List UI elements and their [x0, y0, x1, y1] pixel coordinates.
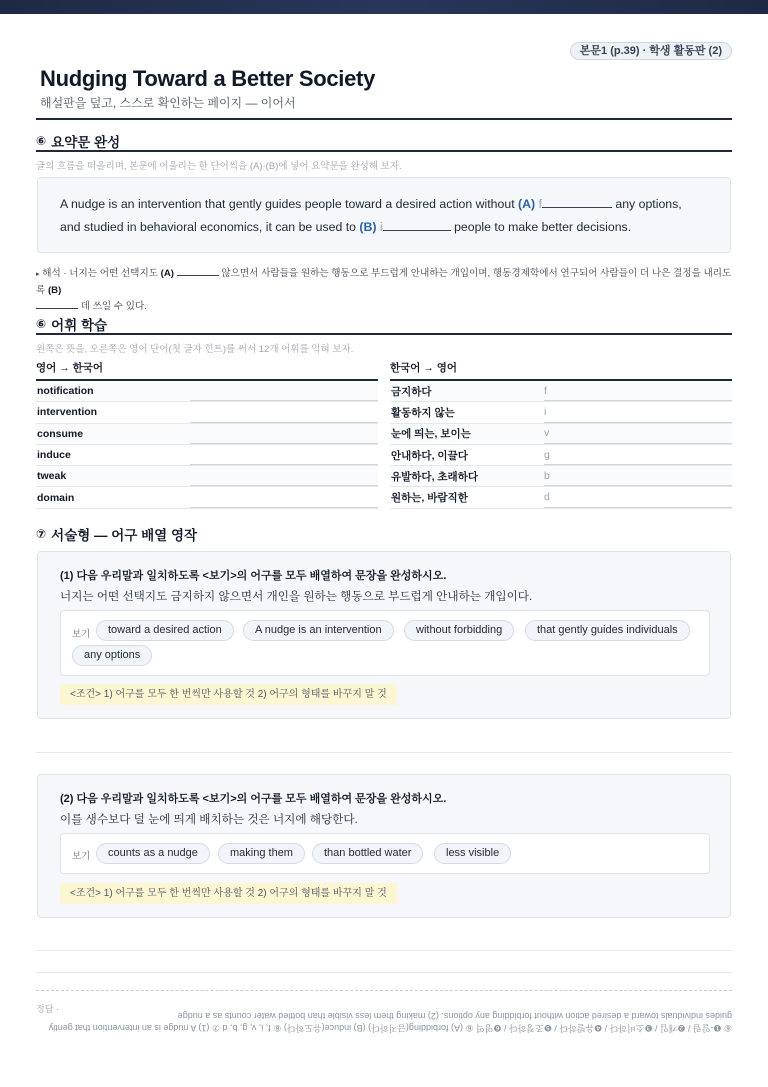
bogi-box — [60, 610, 710, 676]
page-title: Nudging Toward a Better Society — [40, 66, 375, 91]
summary-line-2: and studied in behavioral economics, it can be used to (B) i people to make better decisions. — [60, 220, 632, 234]
vocab-kor-eng-table — [390, 360, 732, 509]
section-number-icon: ⑥ — [36, 317, 47, 331]
section-number-icon: ⑥ — [36, 134, 47, 148]
section-divider — [36, 333, 732, 335]
top-banner — [0, 0, 768, 14]
answer-field[interactable] — [190, 445, 378, 465]
phrase-chip[interactable]: without forbidding — [404, 620, 514, 641]
section-number-icon: ⑦ — [36, 527, 47, 541]
blank-b-hint: i — [379, 220, 383, 234]
translation-blank-a — [177, 267, 219, 276]
triangle-bullet-icon: ▸ — [36, 271, 40, 278]
answer-line — [36, 752, 732, 753]
question-korean: 이를 생수보다 덜 눈에 띄게 배치하는 것은 너지에 해당한다. — [60, 813, 358, 826]
answer-field[interactable]: f — [544, 381, 732, 401]
answer-line — [36, 972, 732, 973]
translation-blank-b — [36, 300, 78, 309]
question-card — [37, 551, 731, 719]
vocab-rows — [36, 381, 378, 509]
vocab-row: tweak — [36, 466, 378, 487]
vocab-row: 유발하다, 초래하다 b — [390, 466, 732, 487]
condition-note: <조건> 1) 어구를 모두 한 번씩만 사용할 것 2) 어구의 형태를 바꾸지 말 것 — [60, 684, 397, 705]
vocab-row: induce — [36, 445, 378, 466]
phrase-chip[interactable]: than bottled water — [312, 843, 423, 864]
summary-instruction: 글의 흐름을 떠올리며, 본문에 어울리는 한 단어씩을 (A)·(B)에 넣어 요약문을 완성해 보자. — [36, 161, 402, 172]
phrase-chip[interactable]: less visible — [434, 843, 511, 864]
vocab-row: 원하는, 바람직한 d — [390, 487, 732, 508]
vocab-section-title: 어휘 학습 — [51, 318, 108, 333]
vocab-row: notification — [36, 381, 378, 402]
summary-line-1: A nudge is an intervention that gently guides people toward a desired action without (A) f any options, — [60, 197, 682, 211]
bogi-box — [60, 833, 710, 874]
vocab-eng-kor-table — [36, 360, 378, 509]
phrase-chip[interactable]: counts as a nudge — [96, 843, 210, 864]
vocab-row: 금지하다 f — [390, 381, 732, 402]
phrase-chip[interactable]: A nudge is an intervention — [243, 620, 394, 641]
section-divider — [36, 150, 732, 152]
bogi-label: 보기 — [72, 851, 91, 862]
phrase-chip[interactable]: toward a desired action — [96, 620, 234, 641]
question-korean: 너지는 어떤 선택지도 금지하지 않으면서 개인을 원하는 행동으로 부드럽게 안내하는 개입이다. — [60, 590, 533, 603]
title-divider — [36, 118, 732, 120]
vocab-instruction: 왼쪽은 뜻을, 오른쪽은 영어 단어(첫 글자 힌트)를 써서 12개 어휘를 익혀 보자. — [36, 344, 354, 355]
vocab-column-header: 한국어 → 영어 — [390, 360, 732, 381]
blank-a-label: (A) — [518, 197, 536, 211]
summary-box — [37, 177, 731, 253]
vocab-section-heading — [36, 314, 107, 334]
page-badge: 본문1 (p.39) · 학생 활동판 (2) — [570, 42, 732, 60]
answer-field[interactable]: b — [544, 466, 732, 486]
phrase-chip[interactable]: any options — [72, 645, 152, 666]
question-title: (1) 다음 우리말과 일치하도록 <보기>의 어구를 모두 배열하여 문장을 완성하시오. — [60, 570, 447, 582]
question-title: (2) 다음 우리말과 일치하도록 <보기>의 어구를 모두 배열하여 문장을 완성하시오. — [60, 793, 447, 805]
answer-field[interactable]: g — [544, 445, 732, 465]
phrase-chip[interactable]: that gently guides individuals — [525, 620, 690, 641]
answer-key-upside-down: ⑥ ❶-알림 / ❷개입 / ❸소비하다 / ❹유발하다 / ❺조정하다 / ❻영역 ⑥ (A) forbidding(금지하다) (B) induce(유도하다) ⑥ f, i, v, g, b, d ⑦ (1) A nudge is an intervention that gently guides individuals toward a desired action without forbidding any options. (2) making them less visible than bottled water counts as a nudge — [48, 1011, 732, 1033]
answer-field[interactable] — [190, 424, 378, 444]
page-subtitle: 해설판을 덮고, 스스로 확인하는 페이지 — 이어서 — [40, 96, 296, 110]
blank-b-label: (B) — [359, 220, 377, 234]
vocab-column-header: 영어 → 한국어 — [36, 360, 378, 381]
summary-section-heading — [36, 131, 120, 151]
summary-translation: ▸ 해석 · 너지는 어떤 선택지도 (A) 않으면서 사람들을 원하는 행동으로 부드럽게 안내하는 개입이며, 행동경제학에서 연구되어 사람들이 더 나은 결정을 내리도록 (B) 데 쓰일 수 있다. — [36, 268, 732, 312]
answer-field[interactable] — [190, 381, 378, 401]
answer-key-label: 정답 · — [36, 1004, 59, 1014]
answer-field[interactable] — [190, 402, 378, 422]
condition-note: <조건> 1) 어구를 모두 한 번씩만 사용할 것 2) 어구의 형태를 바꾸지 말 것 — [60, 883, 397, 904]
answer-field[interactable]: d — [544, 487, 732, 507]
answer-field[interactable]: v — [544, 424, 732, 444]
blank-b-input[interactable] — [383, 218, 451, 231]
vocab-rows — [390, 381, 732, 509]
vocab-row: 활동하지 않는 i — [390, 402, 732, 423]
question-card — [37, 774, 731, 918]
vocab-row: 안내하다, 이끌다 g — [390, 445, 732, 466]
answer-line — [36, 950, 732, 951]
bogi-label: 보기 — [72, 629, 91, 640]
vocab-row: consume — [36, 424, 378, 445]
answer-field[interactable]: i — [544, 402, 732, 422]
blank-a-input[interactable] — [542, 195, 612, 208]
phrase-chip[interactable]: making them — [218, 843, 305, 864]
answer-field[interactable] — [190, 466, 378, 486]
vocab-row: domain — [36, 487, 378, 508]
summary-section-title: 요약문 완성 — [51, 135, 121, 150]
answer-field[interactable] — [190, 487, 378, 507]
vocab-row: 눈에 띄는, 보이는 v — [390, 424, 732, 445]
vocab-row: intervention — [36, 402, 378, 423]
cut-line — [36, 990, 732, 991]
writing-section-title: 서술형 — 어구 배열 영작 — [51, 528, 198, 543]
blank-a-hint: f — [538, 197, 542, 211]
writing-section-heading — [36, 524, 197, 544]
